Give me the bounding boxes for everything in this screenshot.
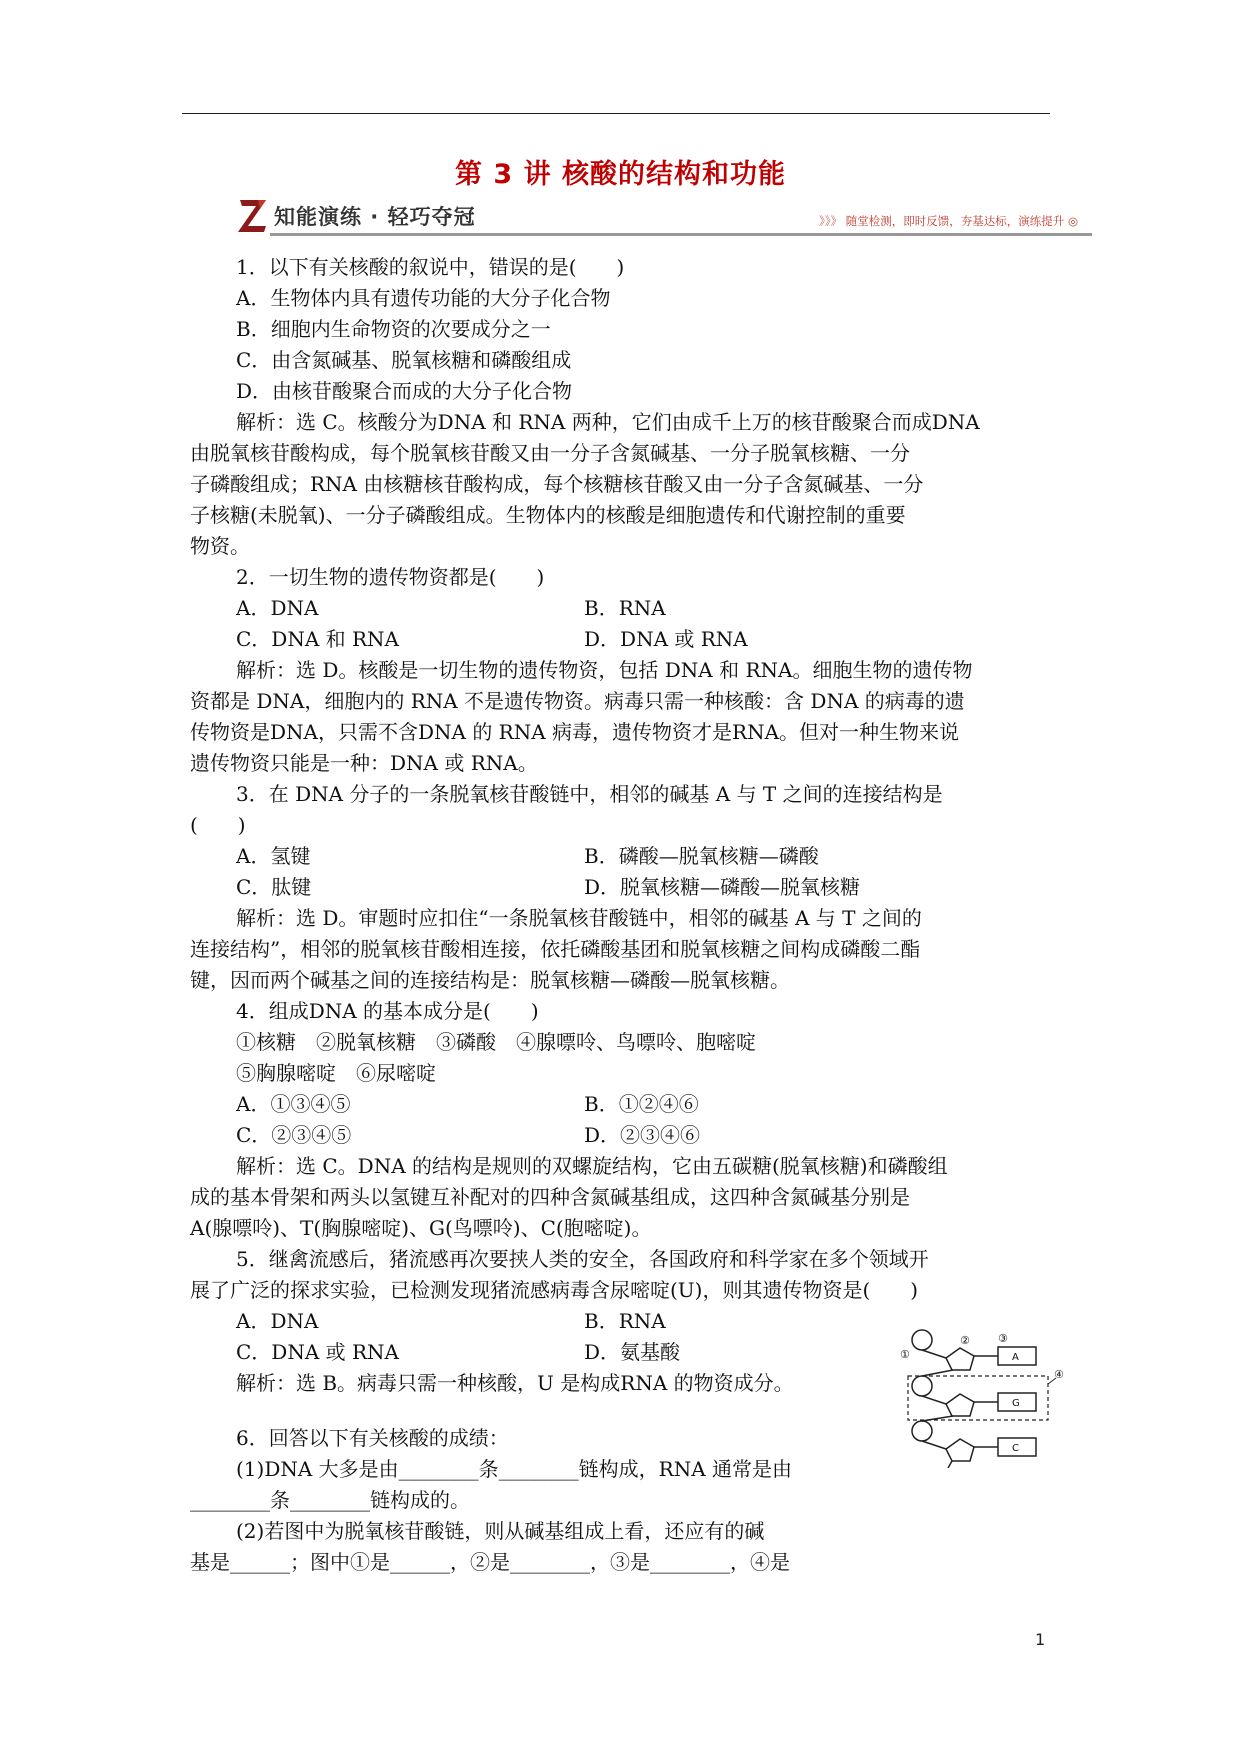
banner-tagline: 》》》 随堂检测，即时反馈，夯基达标，演练提升 ◎ (819, 214, 1078, 228)
q2-stem: 2．一切生物的遗传物资都是( ) (236, 565, 545, 589)
q4-items: ⑤胸腺嘧啶 ⑥尿嘧啶 (236, 1061, 436, 1085)
q1-analysis-line: 解析：选 C。核酸分为DNA 和 RNA 两种，它们由成千上万的核苷酸聚合而成DNA (236, 410, 980, 434)
q3-option-d: D．脱氧核糖—磷酸—脱氧核糖 (584, 875, 861, 899)
page-number: 1 (1035, 1630, 1046, 1649)
q3-analysis-line: 键，因而两个碱基之间的连接结构是：脱氧核糖—磷酸—脱氧核糖。 (190, 968, 790, 992)
q4-stem: 4．组成DNA 的基本成分是( ) (236, 999, 539, 1023)
q6-part2: (2)若图中为脱氧核苷酸链，则从碱基组成上看，还应有的碱 (236, 1519, 765, 1543)
q5-option-d: D．氨基酸 (584, 1340, 681, 1364)
q3-stem: 3．在 DNA 分子的一条脱氧核苷酸链中，相邻的碱基 A 与 T 之间的连接结构是 (236, 782, 943, 806)
q5-option-c: C．DNA 或 RNA (236, 1340, 399, 1364)
q4-analysis-line: 成的基本骨架和两头以氢键互补配对的四种含氮碱基组成，这四种含氮碱基分别是 (190, 1185, 910, 1209)
q4-option-b: B．①②④⑥ (584, 1092, 699, 1116)
q3-options-row (190, 872, 1060, 903)
q3-analysis-line: 解析：选 D。审题时应扣住“一条脱氧核苷酸链中，相邻的碱基 A 与 T 之间的 (236, 906, 922, 930)
q5-stem: 5．继禽流感后，猪流感再次要挟人类的安全，各国政府和科学家在多个领域开 (236, 1247, 929, 1271)
q1-option-c: C．由含氮碱基、脱氧核糖和磷酸组成 (236, 348, 572, 372)
page-title: 第 3 讲 核酸的结构和功能 (455, 159, 786, 190)
q4-items: ①核糖 ②脱氧核糖 ③磷酸 ④腺嘌呤、鸟嘌呤、胞嘧啶 (236, 1030, 756, 1054)
q2-option-c: C．DNA 和 RNA (236, 627, 399, 651)
q1-analysis-line: 子核糖(未脱氧)、一分子磷酸组成。生物体内的核酸是细胞遗传和代谢控制的重要 (190, 503, 906, 527)
q3-stem-cont: ( ) (190, 813, 246, 837)
nucleotide-chain-diagram (898, 1328, 1068, 1468)
q5-analysis-line: 解析：选 B。病毒只需一种核酸，U 是构成RNA 的物资成分。 (236, 1371, 794, 1395)
q6-block (190, 1423, 880, 1578)
q2-options-row (190, 624, 1060, 655)
figure-label-3: ③ (998, 1332, 1008, 1345)
q1-option-a: A．生物体内具有遗传功能的大分子化合物 (236, 286, 611, 310)
q2-analysis-line: 遗传物资只能是一种：DNA 或 RNA。 (190, 751, 538, 775)
q3-analysis-line: 连接结构”，相邻的脱氧核苷酸相连接，依托磷酸基团和脱氧核糖之间构成磷酸二酯 (190, 937, 921, 961)
q2-options-row (190, 593, 1060, 624)
q3-option-b: B．磷酸—脱氧核糖—磷酸 (584, 844, 819, 868)
q2-analysis-line: 传物资是DNA，只需不含DNA 的 RNA 病毒，遗传物资才是RNA。但对一种生物来说 (190, 720, 960, 744)
q4-option-d: D．②③④⑥ (584, 1123, 701, 1147)
figure-label-2: ② (960, 1334, 970, 1347)
q5-option-a: A．DNA (236, 1309, 319, 1333)
banner-underline (270, 233, 1092, 236)
z-logo-icon (236, 196, 270, 234)
q6-part1-cont: ________条________链构成的。 (190, 1488, 470, 1512)
q4-analysis-line: 解析：选 C。DNA 的结构是规则的双螺旋结构，它由五碳糖(脱氧核糖)和磷酸组 (236, 1154, 948, 1178)
q4-options-row (190, 1089, 1060, 1120)
q2-analysis-line: 资都是 DNA，细胞内的 RNA 不是遗传物资。病毒只需一种核酸：含 DNA 的病毒的遗 (190, 689, 965, 713)
q1-stem: 1．以下有关核酸的叙说中，错误的是( ) (236, 255, 625, 279)
q4-option-c: C．②③④⑤ (236, 1123, 352, 1147)
q2-option-a: A．DNA (236, 596, 319, 620)
q6-stem: 6．回答以下有关核酸的成绩： (236, 1426, 509, 1450)
banner-title: 知能演练 · 轻巧夺冠 (274, 205, 476, 229)
base-a: A (1012, 1352, 1019, 1363)
q1-analysis-line: 由脱氧核苷酸构成，每个脱氧核苷酸又由一分子含氮碱基、一分子脱氧核糖、一分 (190, 441, 910, 465)
q3-options-row (190, 841, 1060, 872)
figure-label-1: ① (900, 1348, 910, 1361)
base-c: C (1012, 1443, 1019, 1454)
q6-part2-cont: 基是______；图中①是______，②是________，③是________，④是 (190, 1550, 790, 1574)
figure-label-4: ④ (1054, 1368, 1064, 1381)
q1-option-b: B．细胞内生命物资的次要成分之一 (236, 317, 551, 341)
q1-option-d: D．由核苷酸聚合而成的大分子化合物 (236, 379, 573, 403)
section-banner (236, 196, 1092, 238)
q5-stem-cont: 展了广泛的探求实验，已检测发现猪流感病毒含尿嘧啶(U)，则其遗传物资是( ) (190, 1278, 919, 1302)
q3-option-a: A．氢键 (236, 844, 311, 868)
q1-analysis-line: 物资。 (190, 534, 250, 558)
q6-part1: (1)DNA 大多是由________条________链构成，RNA 通常是由 (236, 1457, 793, 1481)
q3-option-c: C．肽键 (236, 875, 312, 899)
q4-analysis-line: A(腺嘌呤)、T(胸腺嘧啶)、G(鸟嘌呤)、C(胞嘧啶)。 (190, 1216, 652, 1240)
q2-option-d: D．DNA 或 RNA (584, 627, 748, 651)
q2-option-b: B．RNA (584, 596, 666, 620)
base-g: G (1012, 1398, 1020, 1409)
q1-analysis-line: 子磷酸组成；RNA 由核糖核苷酸构成，每个核糖核苷酸又由一分子含氮碱基、一分 (190, 472, 924, 496)
header-rule (182, 113, 1050, 114)
q5-option-b: B．RNA (584, 1309, 666, 1333)
q4-option-a: A．①③④⑤ (236, 1092, 351, 1116)
q2-analysis-line: 解析：选 D。核酸是一切生物的遗传物资，包括 DNA 和 RNA。细胞生物的遗传物 (236, 658, 973, 682)
q4-options-row (190, 1120, 1060, 1151)
